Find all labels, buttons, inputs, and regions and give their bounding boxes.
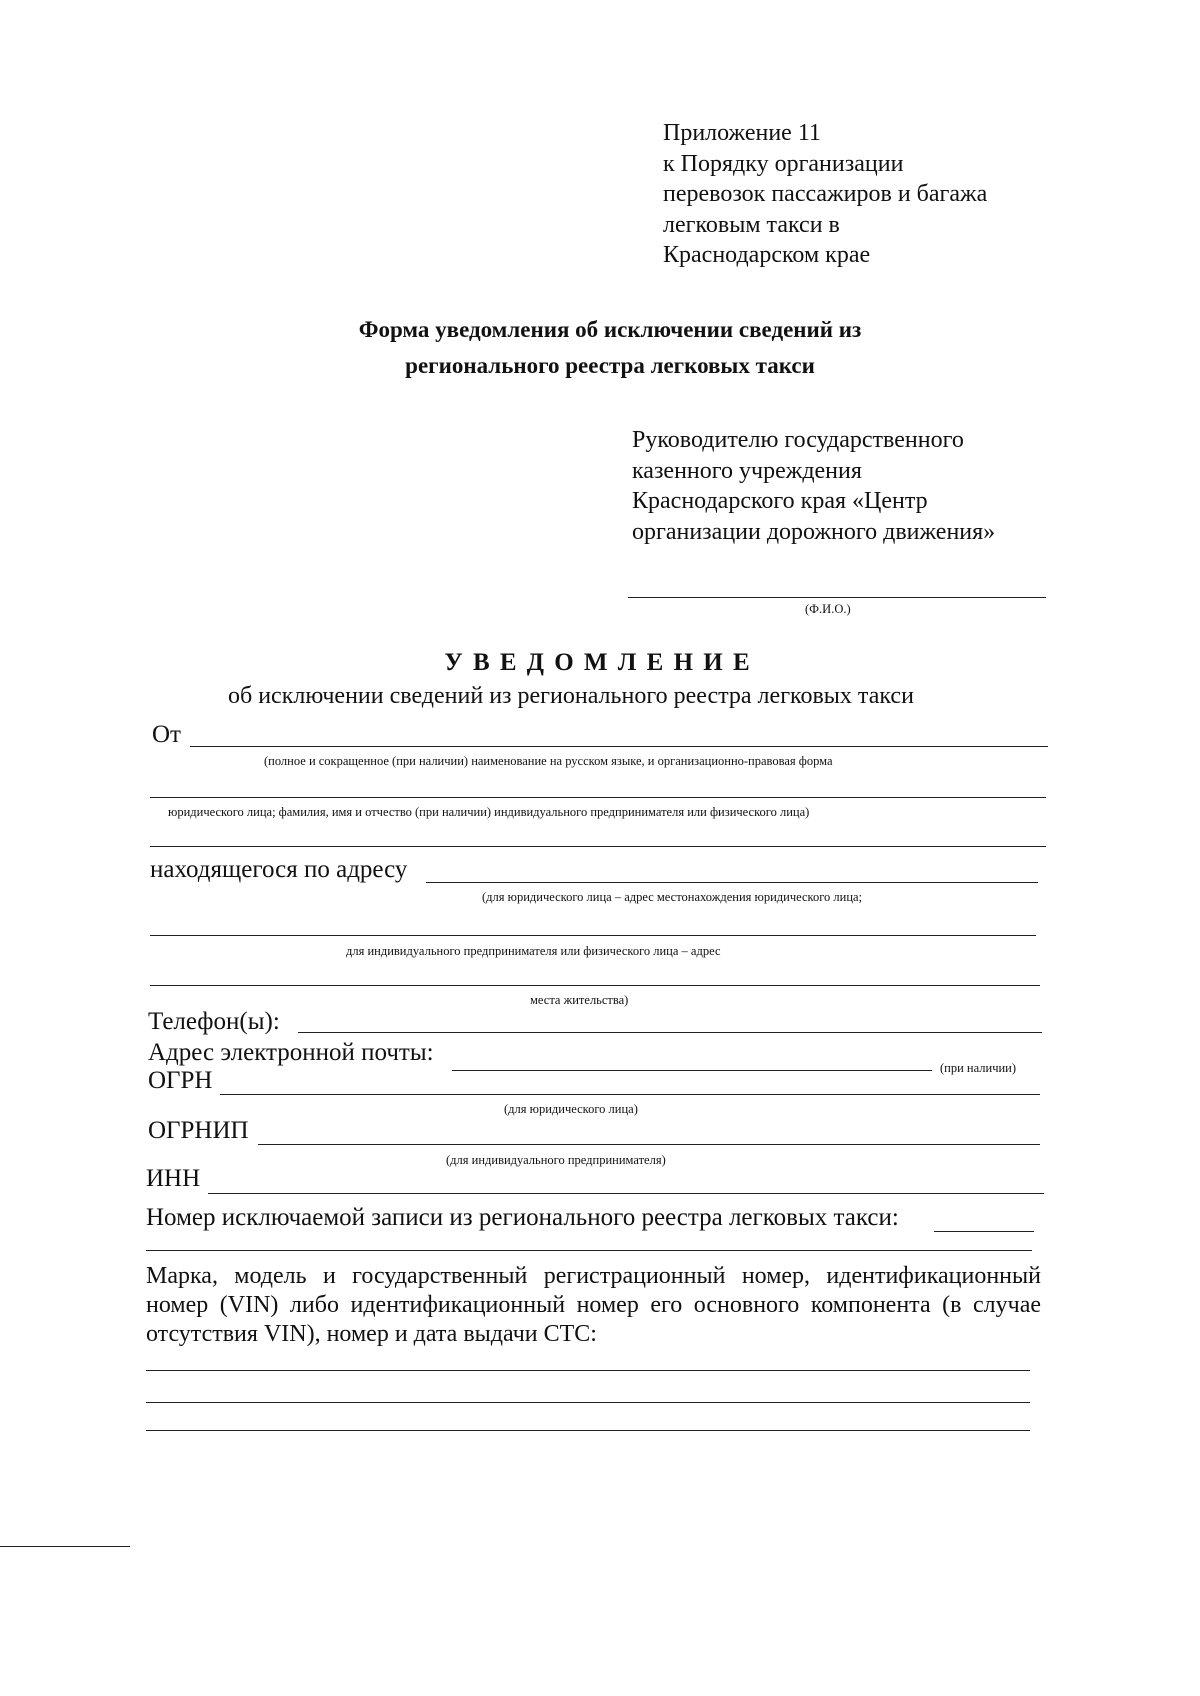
addressee-line: организации дорожного движения» — [632, 518, 996, 545]
addressee-line: Руководителю государственного — [632, 427, 964, 453]
from-hint-2: юридического лица; фамилия, имя и отчество (при наличии) индивидуального предпринимателя или физического лица) — [168, 805, 810, 819]
email-label: Адрес электронной почты: — [148, 1039, 434, 1066]
ogrn-line[interactable] — [220, 1094, 1040, 1095]
address-hint-2: для индивидуального предпринимателя или физического лица – адрес — [346, 944, 721, 958]
notice-subheading: об исключении сведений из регионального реестра легковых такси — [228, 683, 914, 709]
addressee-line: Краснодарского края «Центр — [632, 488, 928, 514]
vehicle-line-3[interactable] — [146, 1430, 1030, 1431]
record-number-line-2[interactable] — [146, 1250, 1032, 1251]
address-hint-3: места жительства) — [530, 993, 629, 1007]
fio-line[interactable] — [628, 597, 1046, 598]
email-line[interactable] — [452, 1070, 932, 1071]
form-title-line1: Форма уведомления об исключении сведений из — [358, 317, 862, 342]
vehicle-line-2[interactable] — [146, 1402, 1030, 1403]
addressee-line: казенного учреждения — [632, 457, 862, 484]
from-line[interactable] — [190, 746, 1048, 747]
address-line-2[interactable] — [150, 935, 1036, 936]
ogrnip-line[interactable] — [258, 1144, 1040, 1145]
inn-line[interactable] — [208, 1193, 1044, 1194]
footnote-separator — [0, 1546, 130, 1547]
address-label: находящегося по адресу — [150, 856, 408, 883]
inn-label: ИНН — [146, 1165, 201, 1192]
address-line[interactable] — [426, 882, 1038, 883]
ogrnip-hint: (для индивидуального предпринимателя) — [446, 1153, 666, 1167]
address-line-3[interactable] — [150, 985, 1040, 986]
from-line-2[interactable] — [150, 797, 1046, 798]
ogrnip-label: ОГРНИП — [148, 1117, 249, 1144]
ogrn-label: ОГРН — [148, 1067, 213, 1094]
from-label: От — [152, 721, 181, 748]
from-hint-1: (полное и сокращенное (при наличии) наименование на русском языке, и организационно-правовая форма — [264, 754, 833, 768]
phone-label: Телефон(ы): — [148, 1008, 280, 1035]
ogrn-hint: (для юридического лица) — [504, 1102, 638, 1116]
vehicle-info-label: Марка, модель и государственный регистрационный номер, идентификационный номер (VIN) либо идентификационный номер его основного компонента (в случае отсутствия VIN), номер и дата выдачи СТС: — [146, 1263, 1041, 1347]
appendix-line: перевозок пассажиров и багажа — [663, 181, 988, 207]
phone-line[interactable] — [298, 1032, 1042, 1033]
email-hint: (при наличии) — [940, 1061, 1017, 1075]
appendix-block — [663, 118, 987, 271]
notice-heading: У В Е Д О М Л Е Н И Е — [444, 649, 752, 676]
address-hint-1: (для юридического лица – адрес местонахождения юридического лица; — [482, 890, 863, 904]
fio-hint: (Ф.И.О.) — [805, 602, 851, 616]
appendix-line: Краснодарском крае — [663, 242, 871, 268]
record-number-label: Номер исключаемой записи из регионального реестра легковых такси: — [146, 1204, 899, 1231]
form-title-line2: регионального реестра легковых такси — [405, 353, 815, 378]
appendix-line: Приложение 11 — [663, 120, 821, 146]
vehicle-line-1[interactable] — [146, 1370, 1030, 1371]
appendix-line: к Порядку организации — [663, 150, 904, 177]
record-number-line[interactable] — [934, 1231, 1034, 1232]
appendix-line: легковым такси в — [663, 211, 840, 238]
from-line-3[interactable] — [150, 846, 1046, 847]
addressee-block — [632, 425, 995, 547]
